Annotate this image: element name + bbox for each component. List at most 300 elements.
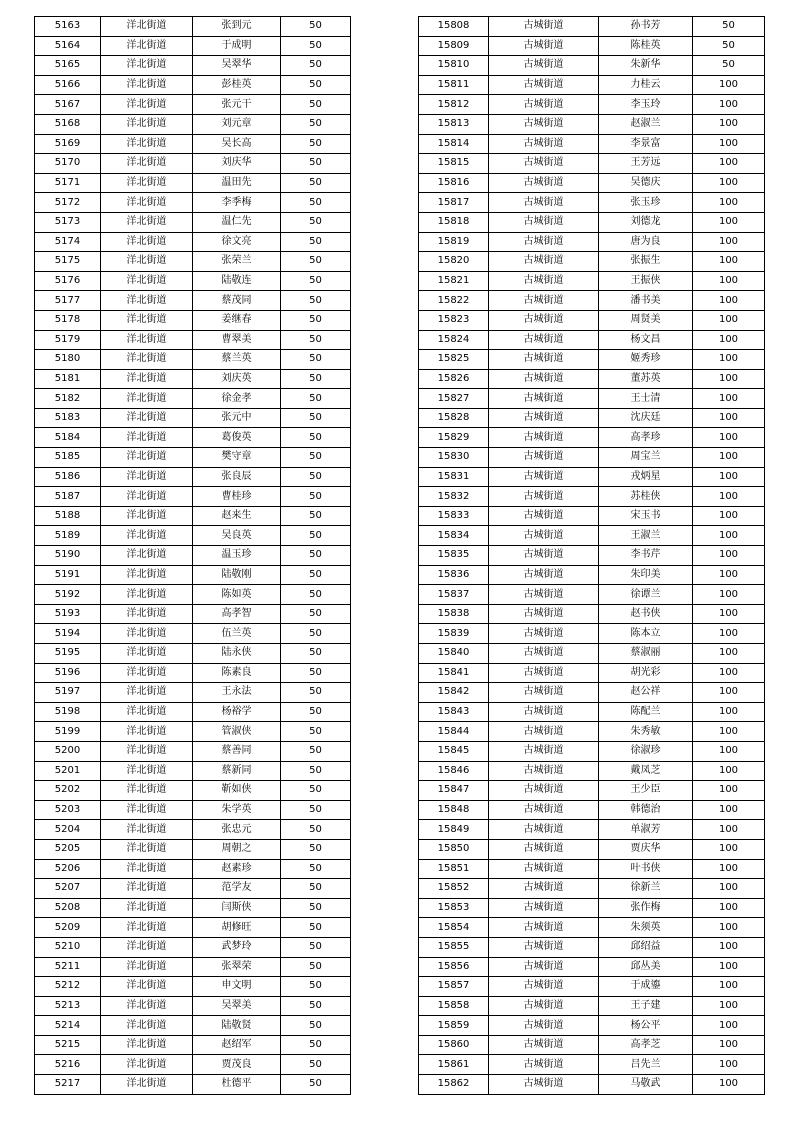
name-cell: 戴凤芝 [599, 761, 693, 781]
table-row [419, 369, 765, 389]
amount-cell: 100 [693, 252, 765, 272]
name-cell: 徐谭兰 [599, 585, 693, 605]
amount-cell: 50 [281, 898, 351, 918]
name-cell: 吴长高 [193, 134, 281, 154]
street-cell: 洋北街道 [101, 977, 193, 997]
name-cell: 温玉珍 [193, 546, 281, 566]
amount-cell: 50 [281, 957, 351, 977]
table-row [35, 36, 351, 56]
name-cell: 王振侠 [599, 271, 693, 291]
serial-cell: 15809 [419, 36, 489, 56]
serial-cell: 5201 [35, 761, 101, 781]
amount-cell: 100 [693, 95, 765, 115]
serial-cell: 15859 [419, 1016, 489, 1036]
street-cell: 古城街道 [489, 663, 599, 683]
street-cell: 古城街道 [489, 271, 599, 291]
serial-cell: 15813 [419, 114, 489, 134]
name-cell: 陈如英 [193, 585, 281, 605]
serial-cell: 15858 [419, 996, 489, 1016]
table-row [35, 741, 351, 761]
serial-cell: 15849 [419, 820, 489, 840]
street-cell: 古城街道 [489, 644, 599, 664]
table-row [419, 565, 765, 585]
table-row [35, 173, 351, 193]
table-row [419, 918, 765, 938]
name-cell: 管淑侠 [193, 722, 281, 742]
amount-cell: 50 [281, 879, 351, 899]
street-cell: 古城街道 [489, 722, 599, 742]
name-cell: 李季梅 [193, 193, 281, 213]
amount-cell: 100 [693, 820, 765, 840]
table-row [419, 271, 765, 291]
street-cell: 古城街道 [489, 702, 599, 722]
amount-cell: 50 [281, 252, 351, 272]
serial-cell: 5194 [35, 624, 101, 644]
street-cell: 古城街道 [489, 604, 599, 624]
street-cell: 古城街道 [489, 585, 599, 605]
name-cell: 陆敬刚 [193, 565, 281, 585]
street-cell: 洋北街道 [101, 741, 193, 761]
name-cell: 于成鎏 [599, 977, 693, 997]
amount-cell: 100 [693, 761, 765, 781]
serial-cell: 5172 [35, 193, 101, 213]
name-cell: 戎炳星 [599, 467, 693, 487]
street-cell: 洋北街道 [101, 467, 193, 487]
table-row [35, 252, 351, 272]
name-cell: 蔡善同 [193, 741, 281, 761]
amount-cell: 50 [281, 1075, 351, 1095]
serial-cell: 15842 [419, 683, 489, 703]
street-cell: 洋北街道 [101, 585, 193, 605]
table-row [419, 702, 765, 722]
serial-cell: 5195 [35, 644, 101, 664]
table-row [419, 95, 765, 115]
street-cell: 洋北街道 [101, 957, 193, 977]
amount-cell: 100 [693, 1075, 765, 1095]
serial-cell: 5188 [35, 506, 101, 526]
name-cell: 范学友 [193, 879, 281, 899]
serial-cell: 15850 [419, 839, 489, 859]
serial-cell: 5203 [35, 800, 101, 820]
street-cell: 洋北街道 [101, 232, 193, 252]
name-cell: 张忠元 [193, 820, 281, 840]
name-cell: 吕先兰 [599, 1055, 693, 1075]
serial-cell: 5181 [35, 369, 101, 389]
table-row [35, 761, 351, 781]
amount-cell: 50 [281, 271, 351, 291]
name-cell: 王永法 [193, 683, 281, 703]
amount-cell: 50 [281, 937, 351, 957]
table-row [35, 467, 351, 487]
left-table [34, 16, 351, 1095]
street-cell: 古城街道 [489, 36, 599, 56]
serial-cell: 15838 [419, 604, 489, 624]
serial-cell: 15854 [419, 918, 489, 938]
serial-cell: 5167 [35, 95, 101, 115]
table-row [419, 879, 765, 899]
amount-cell: 50 [281, 17, 351, 37]
street-cell: 古城街道 [489, 310, 599, 330]
serial-cell: 15857 [419, 977, 489, 997]
street-cell: 洋北街道 [101, 1055, 193, 1075]
name-cell: 吴翠美 [193, 996, 281, 1016]
amount-cell: 100 [693, 75, 765, 95]
name-cell: 靳如侠 [193, 781, 281, 801]
amount-cell: 100 [693, 644, 765, 664]
street-cell: 古城街道 [489, 937, 599, 957]
amount-cell: 50 [281, 741, 351, 761]
name-cell: 杨裕学 [193, 702, 281, 722]
serial-cell: 15846 [419, 761, 489, 781]
street-cell: 古城街道 [489, 957, 599, 977]
name-cell: 朱新华 [599, 56, 693, 76]
table-row [35, 193, 351, 213]
name-cell: 周贤美 [599, 310, 693, 330]
street-cell: 古城街道 [489, 193, 599, 213]
amount-cell: 100 [693, 722, 765, 742]
amount-cell: 100 [693, 134, 765, 154]
table-row [35, 898, 351, 918]
street-cell: 洋北街道 [101, 1075, 193, 1095]
street-cell: 古城街道 [489, 800, 599, 820]
table-row [35, 134, 351, 154]
serial-cell: 15825 [419, 350, 489, 370]
amount-cell: 100 [693, 663, 765, 683]
amount-cell: 50 [281, 761, 351, 781]
amount-cell: 100 [693, 585, 765, 605]
table-row [35, 1016, 351, 1036]
street-cell: 洋北街道 [101, 173, 193, 193]
name-cell: 蔡新同 [193, 761, 281, 781]
table-row [419, 1055, 765, 1075]
street-cell: 洋北街道 [101, 526, 193, 546]
street-cell: 洋北街道 [101, 879, 193, 899]
serial-cell: 15827 [419, 389, 489, 409]
table-row [419, 291, 765, 311]
name-cell: 张翠荣 [193, 957, 281, 977]
name-cell: 闫斯侠 [193, 898, 281, 918]
name-cell: 高孝芝 [599, 1035, 693, 1055]
amount-cell: 100 [693, 291, 765, 311]
amount-cell: 50 [281, 565, 351, 585]
street-cell: 洋北街道 [101, 702, 193, 722]
name-cell: 唐为良 [599, 232, 693, 252]
serial-cell: 5180 [35, 350, 101, 370]
name-cell: 苏桂侠 [599, 487, 693, 507]
serial-cell: 15812 [419, 95, 489, 115]
street-cell: 洋北街道 [101, 820, 193, 840]
serial-cell: 5173 [35, 212, 101, 232]
serial-cell: 5214 [35, 1016, 101, 1036]
street-cell: 洋北街道 [101, 428, 193, 448]
amount-cell: 50 [281, 506, 351, 526]
amount-cell: 100 [693, 350, 765, 370]
street-cell: 古城街道 [489, 898, 599, 918]
right-table-body [419, 17, 765, 1095]
amount-cell: 50 [281, 1055, 351, 1075]
table-row [35, 17, 351, 37]
street-cell: 洋北街道 [101, 56, 193, 76]
amount-cell: 100 [693, 879, 765, 899]
amount-cell: 100 [693, 996, 765, 1016]
street-cell: 古城街道 [489, 741, 599, 761]
table-row [419, 212, 765, 232]
name-cell: 王士清 [599, 389, 693, 409]
name-cell: 赵淑兰 [599, 114, 693, 134]
name-cell: 杜德平 [193, 1075, 281, 1095]
table-row [419, 428, 765, 448]
amount-cell: 50 [281, 683, 351, 703]
street-cell: 古城街道 [489, 820, 599, 840]
street-cell: 洋北街道 [101, 369, 193, 389]
serial-cell: 15845 [419, 741, 489, 761]
street-cell: 古城街道 [489, 369, 599, 389]
amount-cell: 50 [281, 448, 351, 468]
name-cell: 贾茂良 [193, 1055, 281, 1075]
amount-cell: 50 [281, 859, 351, 879]
name-cell: 马敬武 [599, 1075, 693, 1095]
name-cell: 宋玉书 [599, 506, 693, 526]
name-cell: 徐淑珍 [599, 741, 693, 761]
street-cell: 洋北街道 [101, 36, 193, 56]
table-row [35, 114, 351, 134]
table-row [419, 683, 765, 703]
serial-cell: 5207 [35, 879, 101, 899]
serial-cell: 5216 [35, 1055, 101, 1075]
serial-cell: 5177 [35, 291, 101, 311]
name-cell: 单淑芳 [599, 820, 693, 840]
street-cell: 洋北街道 [101, 1016, 193, 1036]
amount-cell: 50 [693, 36, 765, 56]
street-cell: 古城街道 [489, 781, 599, 801]
table-row [35, 389, 351, 409]
serial-cell: 5199 [35, 722, 101, 742]
name-cell: 张元干 [193, 95, 281, 115]
serial-cell: 5212 [35, 977, 101, 997]
serial-cell: 5170 [35, 154, 101, 174]
name-cell: 陈素良 [193, 663, 281, 683]
name-cell: 吴良英 [193, 526, 281, 546]
table-row [419, 898, 765, 918]
table-row [419, 546, 765, 566]
amount-cell: 100 [693, 428, 765, 448]
street-cell: 古城街道 [489, 428, 599, 448]
amount-cell: 50 [281, 839, 351, 859]
amount-cell: 50 [693, 17, 765, 37]
name-cell: 刘德龙 [599, 212, 693, 232]
table-row [419, 839, 765, 859]
name-cell: 伍兰英 [193, 624, 281, 644]
name-cell: 韩德治 [599, 800, 693, 820]
amount-cell: 100 [693, 487, 765, 507]
name-cell: 吴翠华 [193, 56, 281, 76]
street-cell: 洋北街道 [101, 350, 193, 370]
name-cell: 王淑兰 [599, 526, 693, 546]
table-row [35, 526, 351, 546]
amount-cell: 50 [281, 487, 351, 507]
table-row [35, 95, 351, 115]
amount-cell: 100 [693, 1035, 765, 1055]
amount-cell: 50 [281, 350, 351, 370]
street-cell: 洋北街道 [101, 859, 193, 879]
amount-cell: 100 [693, 683, 765, 703]
amount-cell: 100 [693, 604, 765, 624]
street-cell: 古城街道 [489, 918, 599, 938]
table-row [35, 546, 351, 566]
street-cell: 洋北街道 [101, 291, 193, 311]
table-row [35, 408, 351, 428]
table-row [419, 1075, 765, 1095]
amount-cell: 50 [281, 330, 351, 350]
name-cell: 于成明 [193, 36, 281, 56]
street-cell: 洋北街道 [101, 898, 193, 918]
table-row [419, 506, 765, 526]
name-cell: 赵公祥 [599, 683, 693, 703]
serial-cell: 15862 [419, 1075, 489, 1095]
left-table-body [35, 17, 351, 1095]
street-cell: 古城街道 [489, 526, 599, 546]
table-row [35, 859, 351, 879]
serial-cell: 5192 [35, 585, 101, 605]
amount-cell: 50 [281, 585, 351, 605]
street-cell: 洋北街道 [101, 448, 193, 468]
table-row [35, 56, 351, 76]
amount-cell: 50 [693, 56, 765, 76]
amount-cell: 100 [693, 526, 765, 546]
table-row [419, 644, 765, 664]
amount-cell: 50 [281, 95, 351, 115]
name-cell: 张玉珍 [599, 193, 693, 213]
serial-cell: 15834 [419, 526, 489, 546]
street-cell: 洋北街道 [101, 565, 193, 585]
street-cell: 洋北街道 [101, 800, 193, 820]
serial-cell: 15823 [419, 310, 489, 330]
street-cell: 古城街道 [489, 252, 599, 272]
amount-cell: 50 [281, 310, 351, 330]
table-row [35, 683, 351, 703]
street-cell: 古城街道 [489, 350, 599, 370]
amount-cell: 100 [693, 271, 765, 291]
table-row [419, 820, 765, 840]
table-row [419, 487, 765, 507]
name-cell: 武梦玲 [193, 937, 281, 957]
table-row [35, 506, 351, 526]
name-cell: 潘书美 [599, 291, 693, 311]
serial-cell: 15829 [419, 428, 489, 448]
name-cell: 张作梅 [599, 898, 693, 918]
street-cell: 古城街道 [489, 389, 599, 409]
street-cell: 洋北街道 [101, 17, 193, 37]
serial-cell: 15824 [419, 330, 489, 350]
name-cell: 蔡兰英 [193, 350, 281, 370]
street-cell: 古城街道 [489, 232, 599, 252]
name-cell: 朱学英 [193, 800, 281, 820]
amount-cell: 50 [281, 369, 351, 389]
table-row [35, 232, 351, 252]
name-cell: 赵书侠 [599, 604, 693, 624]
amount-cell: 50 [281, 1016, 351, 1036]
name-cell: 曹翠美 [193, 330, 281, 350]
table-row [419, 173, 765, 193]
street-cell: 古城街道 [489, 17, 599, 37]
amount-cell: 100 [693, 193, 765, 213]
amount-cell: 100 [693, 781, 765, 801]
table-row [35, 487, 351, 507]
amount-cell: 50 [281, 56, 351, 76]
name-cell: 彭桂英 [193, 75, 281, 95]
street-cell: 古城街道 [489, 996, 599, 1016]
name-cell: 叶书侠 [599, 859, 693, 879]
serial-cell: 5164 [35, 36, 101, 56]
serial-cell: 15844 [419, 722, 489, 742]
table-row [35, 1075, 351, 1095]
serial-cell: 15848 [419, 800, 489, 820]
amount-cell: 50 [281, 114, 351, 134]
serial-cell: 15852 [419, 879, 489, 899]
table-row [419, 977, 765, 997]
amount-cell: 50 [281, 134, 351, 154]
serial-cell: 5165 [35, 56, 101, 76]
name-cell: 王少臣 [599, 781, 693, 801]
table-row [35, 624, 351, 644]
serial-cell: 15832 [419, 487, 489, 507]
street-cell: 洋北街道 [101, 644, 193, 664]
amount-cell: 50 [281, 193, 351, 213]
table-row [419, 134, 765, 154]
name-cell: 李书芹 [599, 546, 693, 566]
table-row [35, 820, 351, 840]
name-cell: 赵绍军 [193, 1035, 281, 1055]
serial-cell: 5189 [35, 526, 101, 546]
street-cell: 洋北街道 [101, 506, 193, 526]
serial-cell: 15819 [419, 232, 489, 252]
name-cell: 力桂云 [599, 75, 693, 95]
serial-cell: 5184 [35, 428, 101, 448]
name-cell: 杨公平 [599, 1016, 693, 1036]
serial-cell: 5193 [35, 604, 101, 624]
amount-cell: 100 [693, 369, 765, 389]
street-cell: 洋北街道 [101, 546, 193, 566]
right-table [418, 16, 765, 1095]
street-cell: 古城街道 [489, 212, 599, 232]
table-row [35, 1055, 351, 1075]
street-cell: 洋北街道 [101, 1035, 193, 1055]
amount-cell: 50 [281, 546, 351, 566]
serial-cell: 5174 [35, 232, 101, 252]
table-row [419, 408, 765, 428]
street-cell: 古城街道 [489, 291, 599, 311]
table-row [419, 252, 765, 272]
name-cell: 朱印美 [599, 565, 693, 585]
amount-cell: 100 [693, 937, 765, 957]
table-row [35, 937, 351, 957]
table-row [35, 75, 351, 95]
amount-cell: 50 [281, 526, 351, 546]
name-cell: 蔡淑丽 [599, 644, 693, 664]
serial-cell: 5171 [35, 173, 101, 193]
name-cell: 刘元章 [193, 114, 281, 134]
street-cell: 洋北街道 [101, 252, 193, 272]
table-row [419, 310, 765, 330]
serial-cell: 5182 [35, 389, 101, 409]
name-cell: 王芳远 [599, 154, 693, 174]
street-cell: 古城街道 [489, 683, 599, 703]
serial-cell: 15847 [419, 781, 489, 801]
serial-cell: 5169 [35, 134, 101, 154]
street-cell: 洋北街道 [101, 330, 193, 350]
name-cell: 周朝之 [193, 839, 281, 859]
table-row [35, 879, 351, 899]
